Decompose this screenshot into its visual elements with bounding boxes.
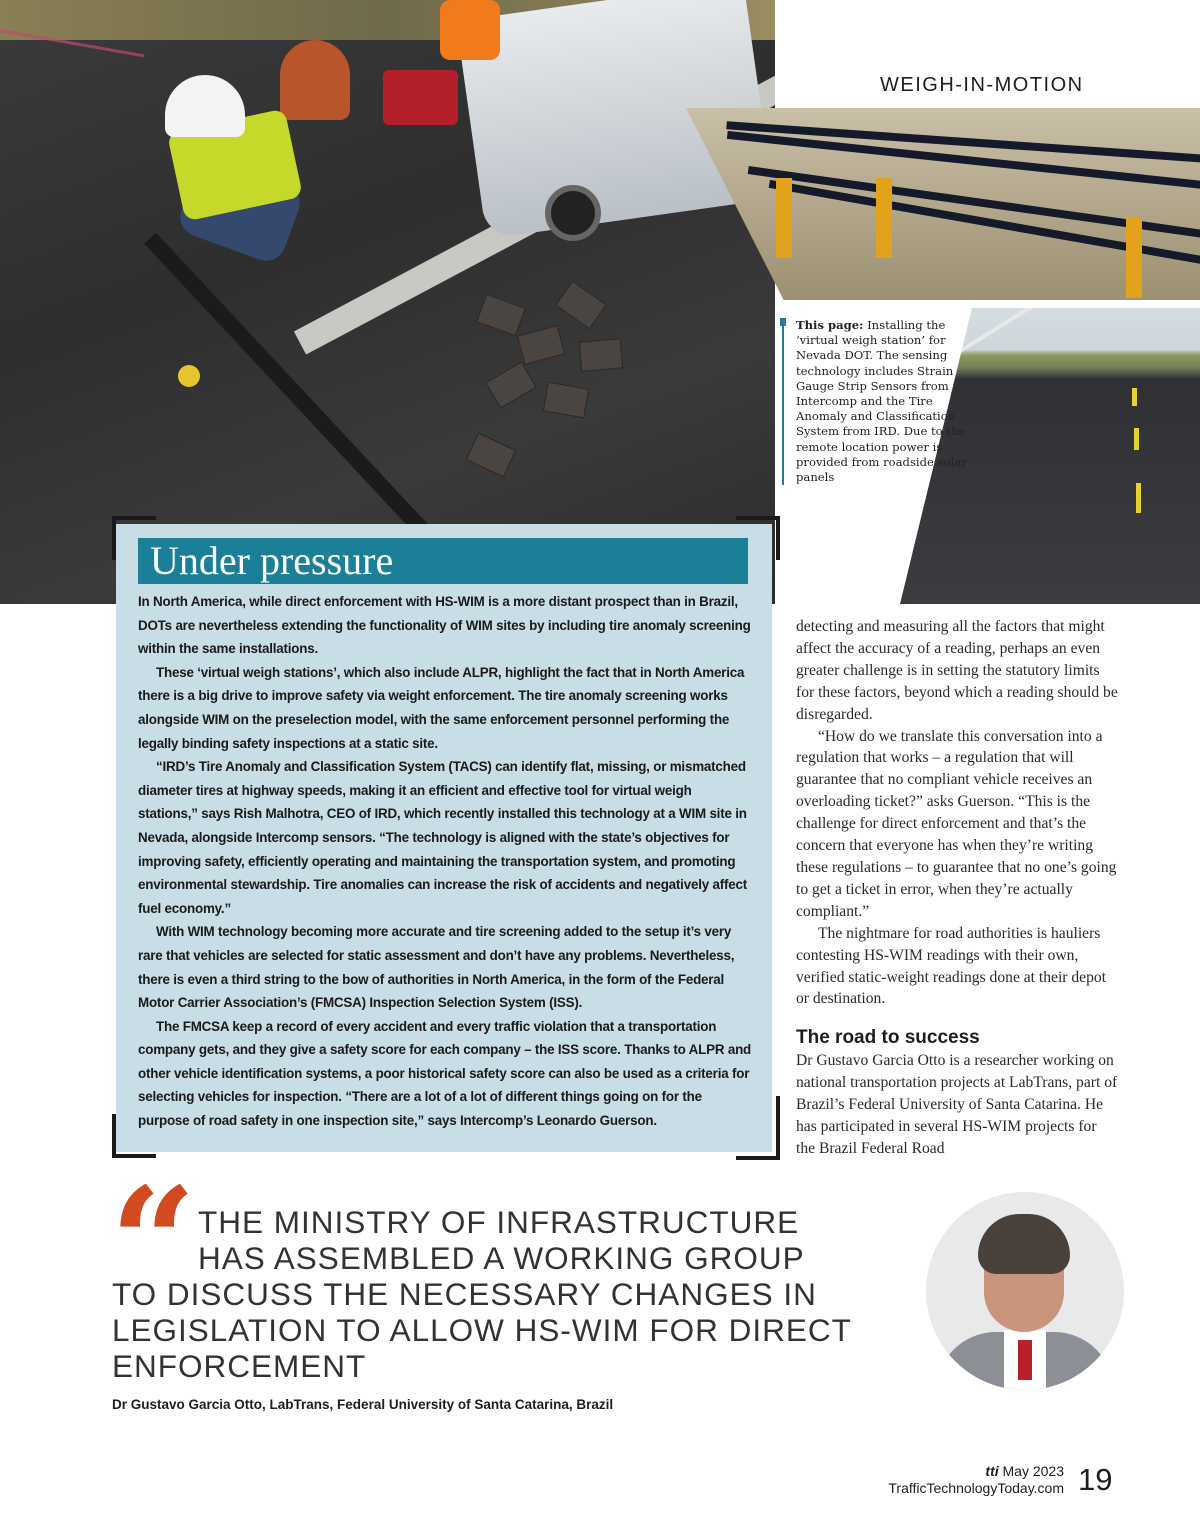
quote-mark-icon: “ xyxy=(110,1155,183,1331)
footer-issue: May 2023 xyxy=(1002,1463,1064,1479)
asphalt-chunk xyxy=(517,325,565,365)
caption-lead: This page: xyxy=(796,318,864,332)
asphalt-chunk xyxy=(543,382,590,419)
quote-attribution: Dr Gustavo Garcia Otto, LabTrans, Federal University of Santa Catarina, Brazil xyxy=(112,1397,614,1412)
asphalt-chunk xyxy=(579,338,623,372)
portrait-photo xyxy=(926,1192,1124,1390)
machine-wheel xyxy=(545,185,601,241)
page-number: 19 xyxy=(1078,1462,1113,1497)
tape-measure xyxy=(178,365,200,387)
worker-background xyxy=(440,0,500,60)
vacuum xyxy=(280,40,350,120)
boxout-body xyxy=(138,590,752,1133)
asphalt-chunk xyxy=(485,362,536,409)
boxout-paragraph: These ‘virtual weigh stations’, which also include ALPR, highlight the fact that in North America there is a big drive to improve safety via weight enforcement. The tire anomaly screening works alongside WIM on the preselection model, with the same enforcement personnel performing the legally binding safety inspections at a static site. xyxy=(138,664,745,751)
pull-quote xyxy=(112,1204,912,1384)
paint-mark xyxy=(0,27,144,117)
article-paragraph: “How do we translate this conversation into a regulation that works – a regulation that will guarantee that no compliant vehicle receives an overloading ticket?” asks Guerson. “This is the challenge for direct enforcement and that’s the concern that everyone has when they’re writing these regulations – to guarantee that no one’s going to get a ticket in error, when they’re actually compliant.” xyxy=(796,727,1117,920)
article-column-right-continued xyxy=(796,1050,1118,1160)
boxout-paragraph: The FMCSA keep a record of every accident and every traffic violation that a transportation company gets, and they give a safety score for each company – the ISS score. Thanks to ALPR and other vehicle identification systems, a poor historical safety score can also be used as a criteria for selecting vehicles for inspection. “There are a lot of a lot of different things going on for the purpose of road safety in one inspection site,” says Intercomp’s Leonardo Guerson. xyxy=(138,1018,752,1129)
boxout-paragraph: With WIM technology becoming more accurate and tire screening added to the setup it’s very rare that vehicles are selected for static assessment and don’t have any problems. Nevertheless, there is even a third string to the bow of authorities in North America, in the form of the Federal Motor Carrier Association’s (FMCSA) Inspection Selection System (ISS). xyxy=(138,924,735,1011)
footer-brand: tti xyxy=(985,1463,999,1479)
worker-helmet xyxy=(165,75,245,137)
asphalt-chunk xyxy=(466,433,517,478)
asphalt-chunk xyxy=(476,294,526,337)
section-label: WEIGH-IN-MOTION xyxy=(880,74,1084,96)
pull-quote-line: HAS ASSEMBLED A WORKING GROUP xyxy=(198,1240,805,1276)
caption-marker xyxy=(780,318,786,326)
asphalt-chunk xyxy=(555,281,607,330)
portrait-hair xyxy=(978,1214,1070,1274)
boxout-title: Under pressure xyxy=(138,538,748,584)
pull-quote-rest: TO DISCUSS THE NECESSARY CHANGES IN LEGISLATION TO ALLOW HS-WIM FOR DIRECT ENFORCEMENT xyxy=(112,1276,852,1384)
hero-photo-worksite xyxy=(0,0,775,604)
article-paragraph: Dr Gustavo Garcia Otto is a researcher working on national transportation projects at LabTrans, part of Brazil’s Federal University of Santa Catarina. He has participated in several HS-WIM projects for the Brazil Federal Road xyxy=(796,1052,1118,1157)
sawhorse xyxy=(876,178,892,258)
article-paragraph: The nightmare for road authorities is hauliers contesting HS-WIM readings with their own, verified static-weight readings done at their depot or destination. xyxy=(796,924,1107,1008)
sawhorse xyxy=(1126,218,1142,298)
photo-caption xyxy=(782,318,974,485)
subheading: The road to success xyxy=(796,1027,980,1048)
portrait-tie xyxy=(1018,1340,1032,1380)
article-paragraph: detecting and measuring all the factors that might affect the accuracy of a reading, perhaps an even greater challenge is in setting the statutory limits for these factors, beyond which a reading should be disregarded. xyxy=(796,618,1118,723)
lane-marking xyxy=(1134,428,1139,450)
pull-quote-line: THE MINISTRY OF INFRASTRUCTURE xyxy=(198,1204,800,1240)
boxout-paragraph: “IRD’s Tire Anomaly and Classification System (TACS) can identify flat, missing, or mismatched diameter tires at highway speeds, making it an efficient and effective tool for virtual weigh stations,” says Rish Malhotra, CEO of IRD, which recently installed this technology at a WIM site in Nevada, alongside Intercomp sensors. “The technology is aligned with the state’s objectives for improving safety, efficiently operating and maintaining the transportation system, and promoting environmental stewardship. Tire anomalies can increase the risk of accidents and negatively affect fuel economy.” xyxy=(138,759,748,916)
lane-marking xyxy=(1136,483,1141,513)
sawhorse xyxy=(776,178,792,258)
boxout-paragraph: In North America, while direct enforcement with HS-WIM is a more distant prospect than in Brazil, DOTs are nevertheless extending the functionality of WIM sites by including tire anomaly screening within the same installations. xyxy=(138,594,751,657)
article-column-right xyxy=(796,616,1118,1010)
footer-site: TrafficTechnologyToday.com xyxy=(888,1480,1064,1496)
generator xyxy=(383,70,458,125)
page-footer xyxy=(820,1463,1064,1497)
lane-marking xyxy=(1132,388,1137,406)
caption-text: Installing the ‘virtual weigh station’ for Nevada DOT. The sensing technology includes Strain Gauge Strip Sensors from Intercomp and the Tire Anomaly and Classification System from IRD. Due to the remote location power is provided from roadside solar panels xyxy=(796,318,967,485)
